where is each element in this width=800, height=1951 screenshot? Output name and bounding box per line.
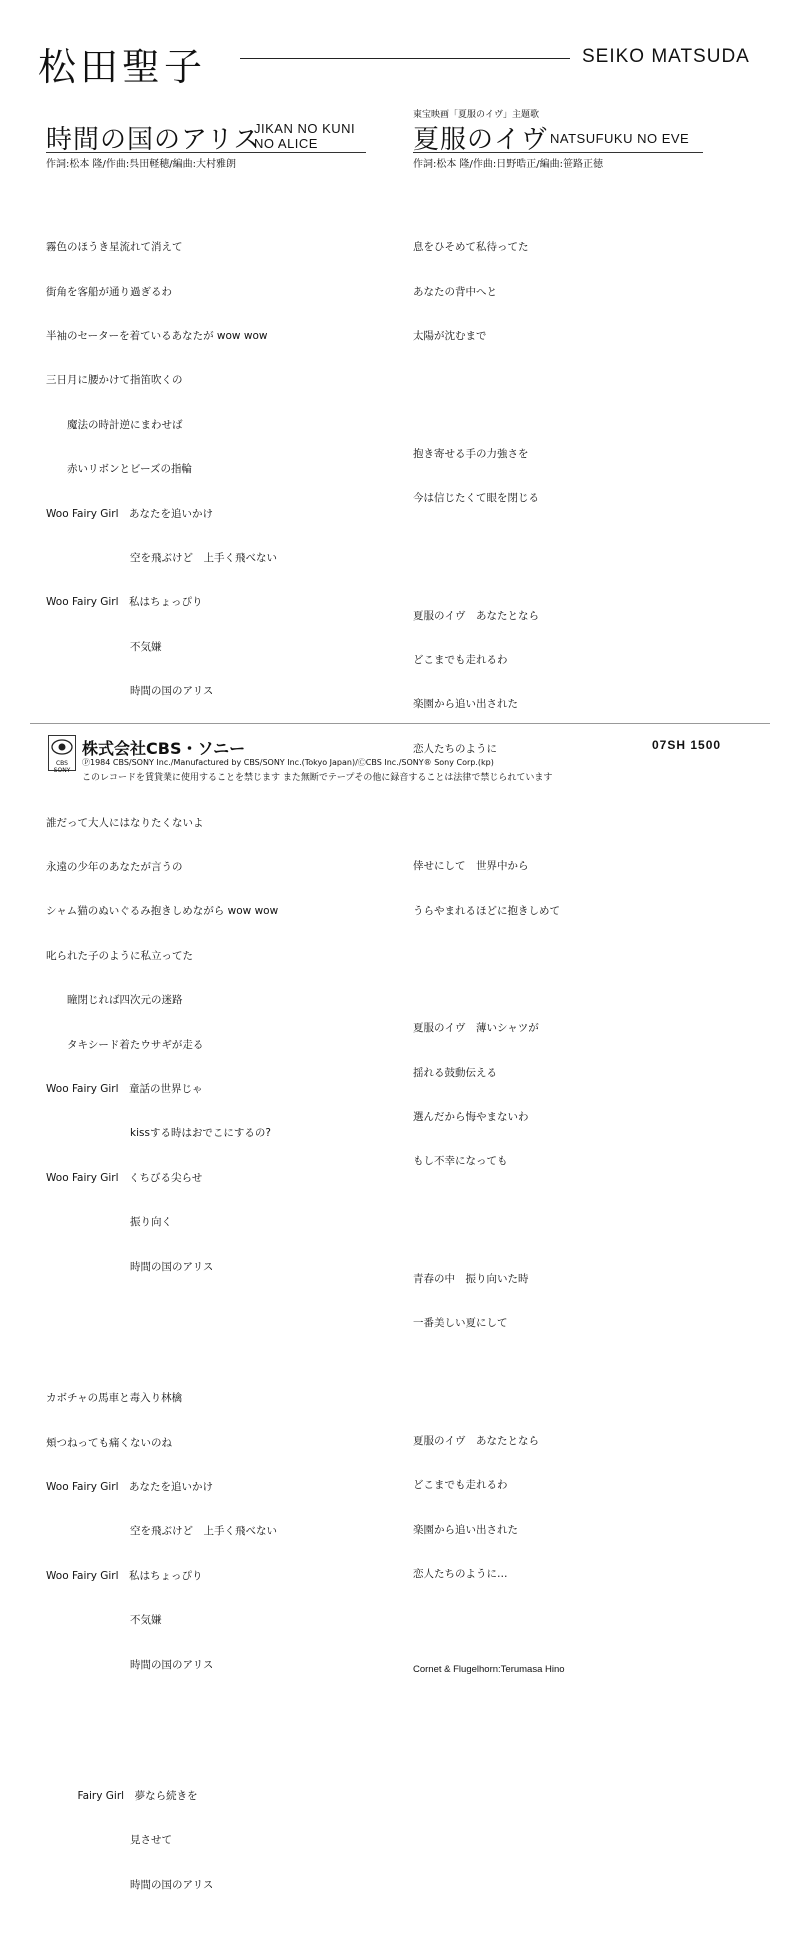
lyric-line: 三日月に腰かけて指笛吹くの	[46, 374, 183, 387]
lyric-line: シャム猫のぬいぐるみ抱きしめながら wow wow	[46, 905, 279, 918]
song1-title-english-line2: NO ALICE	[254, 136, 318, 151]
lyric-line: 永遠の少年のあなたが言うの	[46, 861, 183, 874]
song2-title-japanese: 夏服のイヴ	[413, 125, 549, 155]
lyric-line: 恋人たちのように	[413, 742, 497, 755]
lyric-line: 夏服のイヴ あなたとなら	[413, 609, 539, 622]
song1-credits: 作詞:松本 隆/作曲:呉田軽穂/編曲:大村雅朗	[46, 159, 237, 170]
lyric-line: 時間の国のアリス	[46, 1878, 214, 1891]
lyric-line: 頬つねっても痛くないのね	[46, 1436, 172, 1449]
song1-title-rule	[46, 152, 366, 153]
lyric-line: 不気嫌	[46, 640, 162, 653]
song2-stanza-1	[413, 211, 565, 374]
cbs-sony-logo-text: CBS SONY	[53, 760, 71, 774]
lyric-line: あなたの背中へと	[413, 285, 497, 298]
lyric-line: Woo Fairy Girl くちびる尖らせ	[46, 1171, 203, 1184]
lyric-line: 楽園から追い出された	[413, 698, 518, 711]
lyric-line: 時間の国のアリス	[46, 685, 214, 698]
song2-stanza-6	[413, 1242, 565, 1360]
lyric-line: 青春の中 振り向いた時	[413, 1272, 529, 1285]
lyric-line: 空を飛ぶけど 上手く飛べない	[46, 551, 277, 564]
company-name: 株式会社CBS・ソニー	[82, 739, 246, 758]
song1-stanza-3	[46, 1362, 278, 1702]
lyric-line: 夏服のイヴ あなたとなら	[413, 1434, 539, 1447]
song2-stanza-3	[413, 579, 565, 786]
lyric-line: Fairy Girl 夢なら続きを	[46, 1790, 198, 1803]
lyric-line: 一番美しい夏にして	[413, 1317, 508, 1330]
lyric-line: 魔法の時計逆にまわせば	[46, 418, 183, 431]
lyric-line: 見させて	[46, 1834, 172, 1847]
song2-performer-credit: Cornet & Flugelhorn:Terumasa Hino	[413, 1664, 565, 1676]
song2-tie-in: 東宝映画「夏服のイヴ」主題歌	[413, 110, 540, 120]
song1-title-english-line1: JIKAN NO KUNI	[254, 121, 356, 136]
header-divider	[240, 58, 570, 59]
lyric-line: 選んだから悔やまないわ	[413, 1111, 529, 1124]
song1-title-english	[254, 121, 355, 151]
lyric-line: もし不幸になっても	[413, 1155, 508, 1168]
lyric-line: 太陽が沈むまで	[413, 329, 487, 342]
lyric-line: 半袖のセーターを着ているあなたが wow wow	[46, 329, 268, 342]
footer-divider	[30, 723, 770, 724]
lyric-line: 不気嫌	[46, 1614, 162, 1627]
artist-name-english: SEIKO MATSUDA	[582, 46, 750, 67]
song2-stanza-7	[413, 1404, 565, 1611]
song2-stanza-4	[413, 830, 565, 948]
lyric-line: 楽園から追い出された	[413, 1523, 518, 1536]
lyric-line: 息をひそめて私待ってた	[413, 241, 529, 254]
lyric-line: うらやまれるほどに抱きしめて	[413, 904, 560, 917]
lyric-line: kissする時はおでこにするの?	[46, 1127, 271, 1140]
lyric-line: 揺れる鼓動伝える	[413, 1066, 497, 1079]
lyric-line: 叱られた子のように私立ってた	[46, 949, 193, 962]
legal-notice: このレコードを賃貸業に使用することを禁じます また無断でテープその他に録音することは法律で禁じられています	[82, 773, 553, 783]
lyric-line: 瞳閉じれば四次元の迷路	[46, 994, 183, 1007]
lyric-line: 倖せにして 世界中から	[413, 860, 529, 873]
lyric-line: 今は信じたくて眼を閉じる	[413, 491, 539, 504]
lyric-line: Woo Fairy Girl 私はちょっぴり	[46, 1569, 203, 1582]
lyric-line: Woo Fairy Girl あなたを追いかけ	[46, 507, 214, 520]
cbs-sony-logo	[48, 735, 76, 774]
lyric-line: Woo Fairy Girl 私はちょっぴり	[46, 596, 203, 609]
lyric-line: どこまでも走れるわ	[413, 1479, 508, 1492]
lyric-line: 振り向く	[46, 1216, 172, 1229]
lyric-line: 抱き寄せる手の力強さを	[413, 447, 529, 460]
lyric-line: Woo Fairy Girl 童話の世界じゃ	[46, 1083, 203, 1096]
lyric-line: 空を飛ぶけど 上手く飛べない	[46, 1525, 277, 1538]
song2-stanza-5	[413, 992, 565, 1199]
artist-name-japanese: 松田聖子	[38, 45, 207, 89]
lyric-line: 時間の国のアリス	[46, 1658, 214, 1671]
song2-credits: 作詞:松本 隆/作曲:日野晧正/編曲:笹路正徳	[413, 159, 604, 170]
song1-stanza-2	[46, 786, 278, 1304]
lyric-line: どこまでも走れるわ	[413, 653, 508, 666]
song1-stanza-1	[46, 211, 278, 729]
song1-stanza-4	[46, 1759, 278, 1922]
song1-title-japanese: 時間の国のアリス	[46, 125, 261, 155]
lyric-line: 時間の国のアリス	[46, 1260, 214, 1273]
lyric-line: Woo Fairy Girl あなたを追いかけ	[46, 1480, 214, 1493]
lyric-line: 霧色のほうき星流れて消えて	[46, 241, 183, 254]
cbs-eye-icon	[49, 736, 75, 758]
song2-lyrics	[413, 181, 565, 1693]
song1-lyrics	[46, 181, 278, 1951]
song2-title-english: NATSUFUKU NO EVE	[550, 131, 690, 146]
lyric-line: カボチャの馬車と毒入り林檎	[46, 1392, 183, 1405]
song2-stanza-2	[413, 417, 565, 535]
copyright-notice: Ⓟ1984 CBS/SONY Inc./Manufactured by CBS/SONY Inc.(Tokyo Japan)/ⒸCBS Inc./SONY® Sony Corp.(kp)	[82, 758, 494, 767]
lyric-line: 街角を客船が通り過ぎるわ	[46, 285, 172, 298]
lyric-line: 夏服のイヴ 薄いシャツが	[413, 1022, 539, 1035]
lyric-line: 赤いリボンとビーズの指輪	[46, 463, 193, 476]
lyric-line: タキシード着たウサギが走る	[46, 1038, 204, 1051]
catalog-number: 07SH 1500	[652, 738, 722, 752]
song2-title-rule	[413, 152, 703, 153]
lyric-line: 恋人たちのように…	[413, 1568, 508, 1581]
lyric-line: 誰だって大人にはなりたくないよ	[46, 816, 204, 829]
